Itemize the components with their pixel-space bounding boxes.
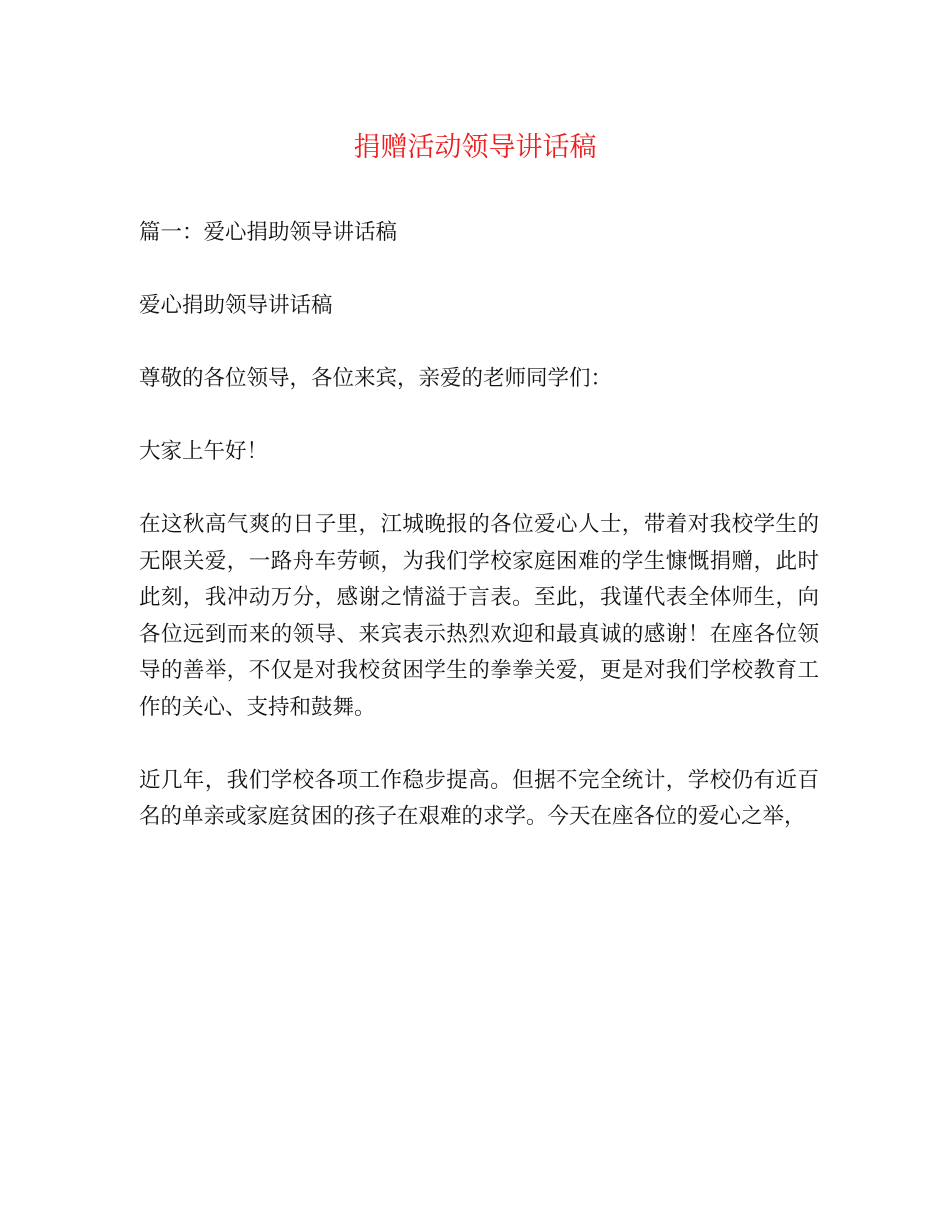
section-heading: 篇一：爱心捐助领导讲话稿 [139, 220, 398, 245]
greeting: 大家上午好！ [139, 439, 269, 464]
body-paragraph: 在这秋高气爽的日子里，江城晚报的各位爱心人士，带着对我校学生的无限关爱，一路舟车劳顿，为我们学校家庭困难的学生慷慨捐赠，此时此刻，我冲动万分，感谢之情溢于言表。至此，我谨代表全体师生，向各位远到而来的领导、来宾表示热烈欢迎和最真诚的感谢！在座各位领导的善举，不仅是对我校贫困学生的拳拳关爱，更是对我们学校教育工作的关心、支持和鼓舞。 [139, 512, 819, 720]
body-paragraph: 近几年，我们学校各项工作稳步提高。但据不完全统计，学校仍有近百名的单亲或家庭贫困的孩子在艰难的求学。今天在座各位的爱心之举， [139, 767, 819, 829]
salutation: 尊敬的各位领导，各位来宾，亲爱的老师同学们： [139, 366, 613, 391]
speech-title: 爱心捐助领导讲话稿 [139, 293, 333, 318]
document-body [139, 215, 819, 836]
document-title: 捐赠活动领导讲话稿 [353, 132, 597, 163]
